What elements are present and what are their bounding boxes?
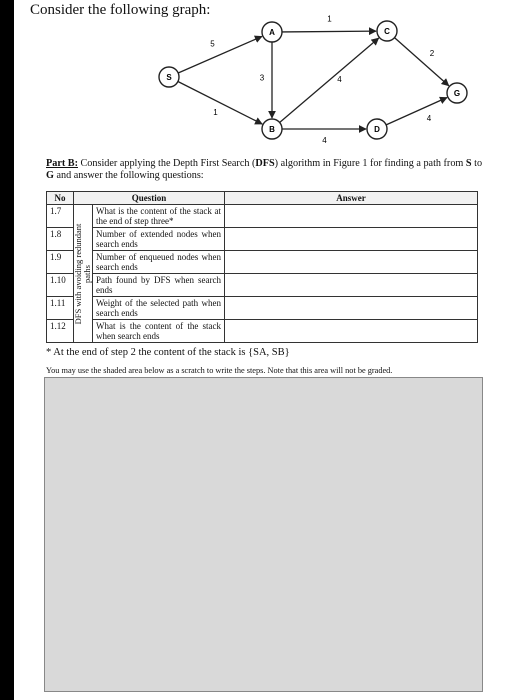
node-g	[447, 83, 467, 103]
edge-weight-s-a: 5	[210, 39, 215, 49]
part-b-text-4: and answer the following questions:	[53, 170, 204, 181]
row-no: 1.7	[47, 205, 74, 228]
table-row	[47, 205, 478, 228]
answer-cell[interactable]	[225, 320, 478, 343]
svg-text:A: A	[269, 28, 275, 37]
row-question: Weight of the selected path when search ends	[93, 297, 225, 320]
part-b-text-2: ) algorithm in Figure 1 for finding a path from	[274, 158, 466, 169]
table-row	[47, 320, 478, 343]
edge-weight-b-c: 4	[337, 75, 342, 84]
row-question: Path found by DFS when search ends	[93, 274, 225, 297]
row-question: Number of enqueued nodes when search ends	[93, 251, 225, 274]
side-label-cell	[74, 205, 93, 343]
side-label-line-2: paths	[82, 264, 92, 283]
node-b	[262, 119, 282, 139]
svg-text:G: G	[453, 89, 461, 98]
edge-weight-d-g: 4	[426, 114, 432, 123]
row-question: What is the content of the stack when search ends	[93, 320, 225, 343]
table-header-row	[47, 192, 478, 205]
node-d	[367, 119, 387, 139]
edge-s-a	[178, 36, 262, 73]
header-question: Question	[74, 192, 225, 205]
part-b-g: G	[46, 170, 54, 181]
edge-weight-a-b: 3	[259, 73, 265, 83]
part-b-s: S	[465, 158, 472, 169]
scratch-note: You may use the shaded area below as a scratch to write the steps. Note that this area will not be graded.	[46, 366, 393, 375]
question-table	[46, 191, 478, 343]
row-no: 1.10	[47, 274, 74, 297]
header-answer: Answer	[225, 192, 478, 205]
row-question: Number of extended nodes when search ends	[93, 228, 225, 251]
table-row	[47, 251, 478, 274]
svg-text:C: C	[384, 27, 390, 36]
row-no: 1.11	[47, 297, 74, 320]
svg-text:B: B	[269, 125, 275, 134]
row-no: 1.12	[47, 320, 74, 343]
edge-d-g	[386, 98, 447, 125]
table-row	[47, 274, 478, 297]
header-no: No	[47, 192, 74, 205]
stack-footnote: * At the end of step 2 the content of the stack is {SA, SB}	[46, 347, 290, 358]
answer-cell[interactable]	[225, 228, 478, 251]
page-title: Consider the following graph:	[30, 2, 211, 18]
row-no: 1.8	[47, 228, 74, 251]
node-a	[262, 22, 282, 42]
part-b-instructions	[46, 158, 486, 182]
edge-c-g	[394, 38, 448, 86]
node-c	[377, 21, 397, 41]
part-b-text-1: Consider applying the Depth First Search (	[77, 158, 256, 169]
svg-text:D: D	[374, 125, 380, 134]
table-row	[47, 228, 478, 251]
row-question: What is the content of the stack at the end of step three*	[93, 205, 225, 228]
row-no: 1.9	[47, 251, 74, 274]
table-row	[47, 297, 478, 320]
answer-cell[interactable]	[225, 274, 478, 297]
edge-weight-c-g: 2	[429, 49, 435, 58]
scratch-area[interactable]	[44, 377, 483, 692]
weighted-graph-diagram	[0, 0, 511, 160]
answer-cell[interactable]	[225, 251, 478, 274]
edge-b-c	[280, 38, 379, 122]
node-s	[159, 67, 179, 87]
edge-weight-a-c: 1	[327, 14, 332, 24]
edge-weight-s-b: 1	[213, 108, 218, 117]
side-label-line-1: DFS with avoiding redundant	[73, 223, 83, 324]
part-b-dfs: DFS	[255, 158, 275, 169]
side-label	[74, 223, 92, 324]
part-b-label: Part B:	[46, 158, 78, 169]
svg-text:S: S	[166, 73, 172, 82]
edge-a-c	[282, 31, 376, 32]
answer-cell[interactable]	[225, 297, 478, 320]
edge-weight-b-d: 4	[322, 136, 327, 145]
answer-cell[interactable]	[225, 205, 478, 228]
edge-s-b	[178, 82, 262, 125]
part-b-text-3: to	[471, 158, 483, 169]
